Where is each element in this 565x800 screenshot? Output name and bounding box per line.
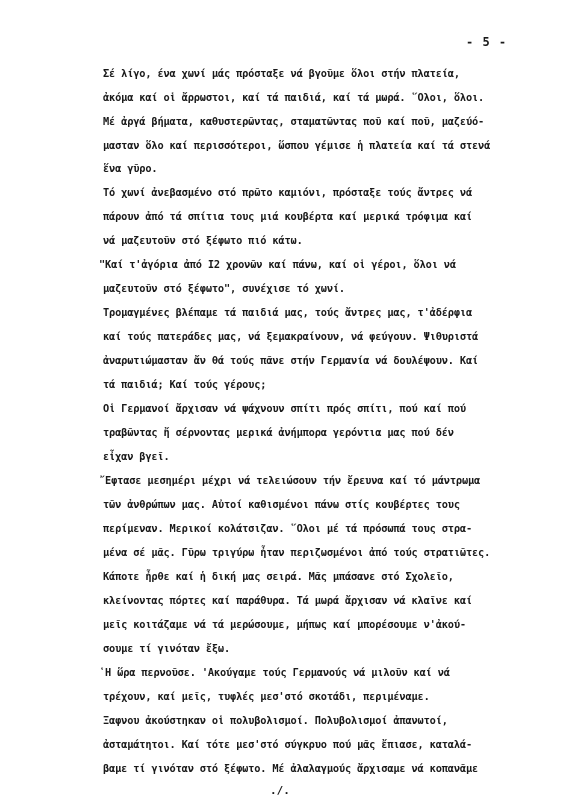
text-line: "Καί τ'ἀγόρια ἀπό Ι2 χρονῶν καί πάνω, καί οἱ γέροι, ὅλοι νά (99, 259, 456, 271)
text-line: πάρουν ἀπό τά σπίτια τους μιά κουβέρτα καί μερικά τρόφιμα καί (103, 211, 473, 223)
text-line: μασταν ὅλο καί περισσότεροι, ὥσπου γέμισε ἡ πλατεία καί τά στενά (103, 140, 491, 152)
text-line: ἀσταμάτητοι. Καί τότε μεσ'στό σύγκρυο πού μᾶς ἔπιασε, καταλά- (103, 739, 473, 751)
text-line: Σέ λίγο, ένα χωνί μάς πρόσταξε νά βγοῦμε ὅλοι στήν πλατεία, (103, 68, 460, 80)
text-line: τῶν ἀνθρώπων μας. Αὐτοί καθισμένοι πάνω στίς κουβέρτες τους (103, 499, 460, 511)
text-line: καί τούς πατεράδες μας, νά ξεμακραίνουν, νά φεύγουν. Ψιθυριστά (103, 331, 479, 343)
text-line: νά μαζευτοῦν στό ξέφωτο πιό κάτω. (103, 235, 303, 247)
text-line: Τό χωνί ἀνεβασμένο στό πρῶτο καμιόνι, πρόσταξε τούς ἄντρες νά (103, 187, 473, 199)
text-line: τρέχουν, καί μεῖς, τυφλές μεσ'στό σκοτάδι, περιμέναμε. (103, 691, 430, 703)
text-line: ῎Εφτασε μεσημέρι μέχρι νά τελειώσουν τήν ἔρευνα καί τό μάντρωμα (99, 475, 481, 487)
continuation-mark: ./. (270, 784, 290, 797)
text-line: σουμε τί γινόταν ἔξω. (103, 643, 231, 655)
text-line: ῾Η ὥρα περνοῦσε. 'Ακούγαμε τούς Γερμανούς νά μιλοῦν καί νά (99, 667, 450, 679)
text-line: τά παιδιά; Καί τούς γέρους; (103, 379, 267, 391)
text-line: περίμεναν. Μερικοί κολάτσιζαν. ῞Ολοι μέ τά πρόσωπά τους στρα- (103, 523, 473, 535)
text-line: ἀναρωτιώμασταν ἄν θά τούς πᾶνε στήν Γερμανία νά δουλέψουν. Καί (103, 355, 479, 367)
page-number: - 5 - (466, 35, 508, 49)
text-line: βαμε τί γινόταν στό ξέφωτο. Μέ ἀλαλαγμούς ἄρχισαμε νά κοπανᾶμε (103, 763, 479, 775)
text-line: μαζευτοῦν στό ξέφωτο", συνέχισε τό χωνί. (103, 283, 345, 295)
text-line: τραβῶντας ἤ σέρνοντας μερικά ἀνήμπορα γερόντια μας πού δέν (103, 427, 454, 439)
text-line: κλείνοντας πόρτες καί παράθυρα. Τά μωρά ἄρχισαν νά κλαῖνε καί (103, 595, 473, 607)
text-line: ἕνα γῦρο. (103, 163, 158, 175)
text-line: μεῖς κοιτάζαμε νά τά μερώσουμε, μήπως καί μπορέσουμε ν'ἀκού- (103, 619, 466, 631)
text-line: Κάποτε ἦρθε καί ἡ δική μας σειρά. Μᾶς μπάσανε στό Σχολεῖο, (103, 571, 454, 583)
text-line: Οἱ Γερμανοί ἄρχισαν νά ψάχνουν σπίτι πρός σπίτι, πού καί πού (103, 403, 466, 415)
text-line: ἀκόμα καί οἱ ἄρρωστοι, καί τά παιδιά, καί τά μωρά. ῞Ολοι, ὅλοι. (103, 92, 485, 104)
text-line: Μέ ἀργά βήματα, καθυστερῶντας, σταματῶντας ποῦ καί ποῦ, μαζεύό- (103, 116, 485, 128)
text-line: μένα σέ μᾶς. Γῦρω τριγύρω ἦταν περιζωσμένοι ἀπό τούς στρατιῶτες. (103, 547, 491, 559)
text-line: Τρομαγμένες βλέπαμε τά παιδιά μας, τούς ἄντρες μας, τ'ἀδέρφια (103, 307, 473, 319)
text-line: εἶχαν βγεῖ. (103, 451, 170, 463)
text-line: Ξαφνου ἀκούστηκαν οἱ πολυβολισμοί. Πολυβολισμοί ἀπανωτοί, (103, 715, 448, 727)
